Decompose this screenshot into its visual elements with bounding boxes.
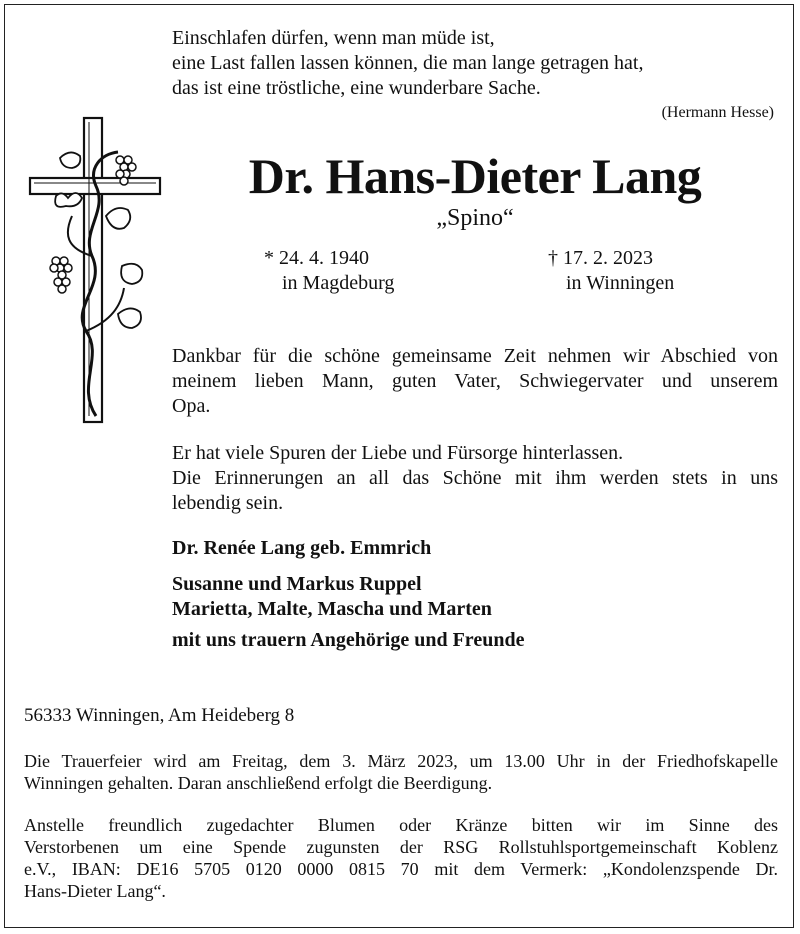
cross-with-vine-icon: [26, 116, 166, 426]
text-line: Opa.: [172, 395, 211, 417]
text-line: Verstorbenen um eine Spende zugunsten der RSG Rollstuhlsportgemeinschaft Koblenz: [24, 837, 778, 857]
quote-line: Einschlafen dürfen, wenn man müde ist,: [172, 27, 495, 49]
birth-place: in Magdeburg: [282, 272, 395, 294]
quote-line: eine Last fallen lassen können, die man lange getragen hat,: [172, 52, 644, 74]
text-line: Er hat viele Spuren der Liebe und Fürsorge hinterlassen.: [172, 442, 624, 464]
mourner-wife: Dr. Renée Lang geb. Emmrich: [172, 537, 432, 559]
memory-paragraph: [172, 441, 778, 516]
deceased-name: Dr. Hans-Dieter Lang: [248, 148, 702, 204]
donation-info: [24, 814, 778, 902]
death-date: † 17. 2. 2023: [548, 247, 653, 269]
quote-author: (Hermann Hesse): [661, 104, 774, 121]
mourner-family: [172, 572, 492, 622]
poem-quote: [172, 26, 782, 101]
text-line: Hans-Dieter Lang“.: [24, 881, 166, 901]
death-place: in Winningen: [566, 272, 675, 294]
birth-date: * 24. 4. 1940: [264, 247, 369, 269]
text-line: Winningen gehalten. Daran anschließend erfolgt die Beerdigung.: [24, 773, 493, 793]
text-line: Die Erinnerungen an all das Schöne mit ihm werden stets in uns: [172, 467, 778, 489]
farewell-paragraph: [172, 344, 778, 419]
mourner-line: Marietta, Malte, Mascha und Marten: [172, 598, 492, 620]
death-info: [548, 246, 674, 296]
text-line: meinem lieben Mann, guten Vater, Schwiegervater und unserem: [172, 370, 778, 392]
funeral-info: [24, 750, 778, 794]
text-line: lebendig sein.: [172, 492, 284, 514]
birth-info: [264, 246, 394, 296]
text-line: e.V., IBAN: DE16 5705 0120 0000 0815 70 mit dem Vermerk: „Kondolenzspende Dr.: [24, 859, 778, 879]
quote-line: das ist eine tröstliche, eine wunderbare Sache.: [172, 77, 541, 99]
mourner-others: mit uns trauern Angehörige und Freunde: [172, 629, 525, 651]
text-line: Dankbar für die schöne gemeinsame Zeit nehmen wir Abschied von: [172, 345, 778, 367]
mourner-line: Susanne und Markus Ruppel: [172, 573, 422, 595]
deceased-nickname: „Spino“: [436, 205, 514, 231]
family-address: 56333 Winningen, Am Heideberg 8: [24, 705, 295, 726]
text-line: Die Trauerfeier wird am Freitag, dem 3. März 2023, um 13.00 Uhr in der Friedhofskapelle: [24, 751, 778, 771]
text-line: Anstelle freundlich zugedachter Blumen oder Kränze bitten wir im Sinne des: [24, 815, 778, 835]
